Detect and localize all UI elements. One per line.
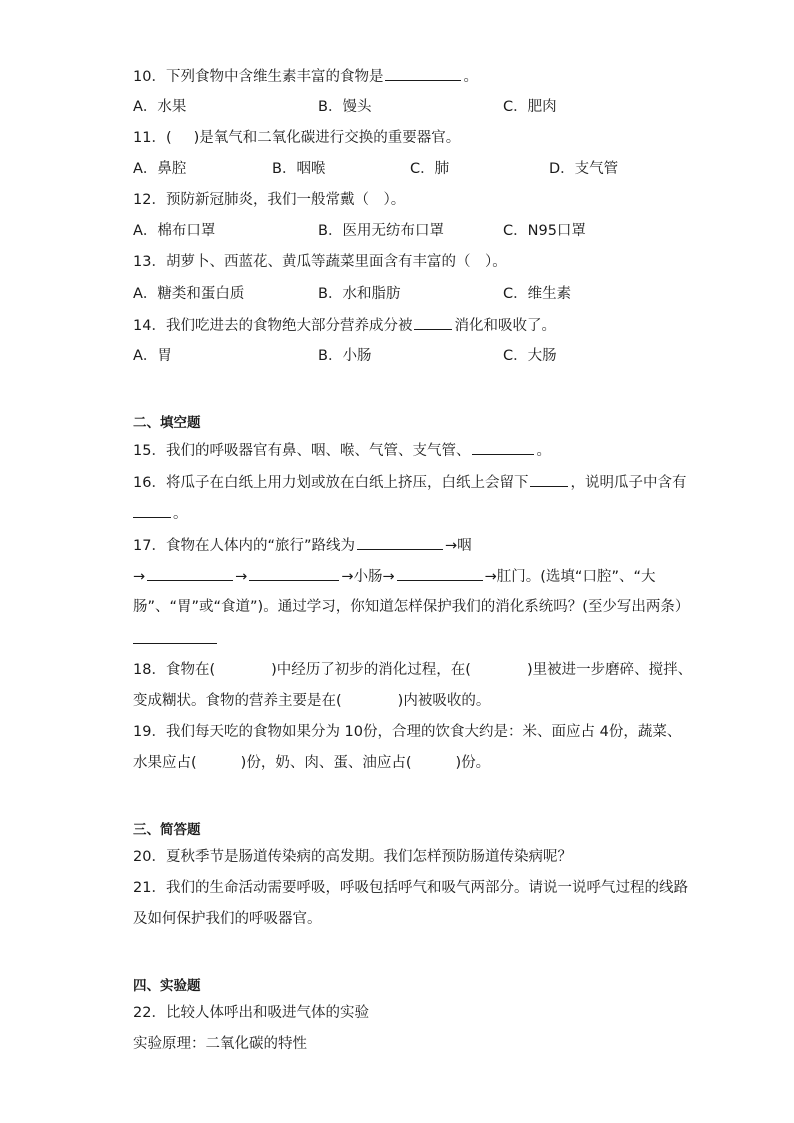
question-16	[133, 472, 686, 493]
question-11-stem-start: 11．(	[133, 130, 172, 146]
question-20: 20．夏秋季节是肠道传染病的高发期。我们怎样预防肠道传染病呢？	[133, 849, 572, 865]
option-12-c[interactable]: C．N95口罩	[503, 223, 586, 239]
question-15-stem: 15．我们的呼吸器官有鼻、咽、喉、气管、支气管、	[133, 443, 471, 459]
question-19-line-2	[133, 753, 490, 773]
option-13-a[interactable]: A．糖类和蛋白质	[133, 286, 245, 302]
question-15	[133, 440, 551, 461]
answer-blank[interactable]	[530, 472, 568, 487]
question-17-stem: 17．食物在人体内的“旅行”路线为	[133, 538, 355, 554]
question-18-line-2	[133, 691, 490, 711]
question-18-stem: 18．食物在(	[133, 662, 216, 678]
question-17-route	[133, 566, 655, 587]
option-14-a[interactable]: A．胃	[133, 348, 172, 364]
question-18	[133, 660, 692, 680]
arrow: →	[133, 569, 146, 585]
question-16-continued	[133, 503, 188, 524]
option-11-b[interactable]: B．咽喉	[272, 161, 326, 177]
question-17-pharynx: →咽	[444, 538, 472, 554]
question-11	[133, 128, 460, 148]
question-18-stem-end: )里被进一步磨碎、搅拌、	[526, 662, 693, 678]
question-22: 22．比较人体呼出和吸进气体的实验	[133, 1005, 369, 1021]
answer-blank[interactable]	[397, 566, 483, 581]
option-13-c[interactable]: C．维生素	[503, 286, 572, 302]
option-14-c[interactable]: C．大肠	[503, 348, 557, 364]
question-19: 19．我们每天吃的食物如果分为 10份，合理的饮食大约是：米、面应占 4份，蔬菜、	[133, 724, 682, 740]
experiment-principle: 实验原理：二氧化碳的特性	[133, 1036, 307, 1052]
question-11-stem-end: )是氧气和二氧化碳进行交换的重要器官。	[193, 130, 461, 146]
option-13-b[interactable]: B．水和脂肪	[318, 286, 401, 302]
question-16-stem: 16．将瓜子在白纸上用力划或放在白纸上挤压，白纸上会留下	[133, 475, 529, 491]
question-12: 12．预防新冠肺炎，我们一般常戴（ ）。	[133, 192, 406, 208]
section-heading-experiment: 四、实验题	[133, 978, 201, 994]
question-17-answer-line	[133, 629, 219, 650]
question-18-line-2-start: 变成糊状。食物的营养主要是在(	[133, 693, 342, 709]
question-18-line-2-end: )内被吸收的。	[397, 693, 491, 709]
answer-blank[interactable]	[249, 566, 339, 581]
question-19-line-2-start: 水果应占(	[133, 755, 197, 771]
arrow: →	[235, 569, 248, 585]
option-11-c[interactable]: C．肺	[410, 161, 450, 177]
answer-blank[interactable]	[147, 566, 233, 581]
question-10-stem: 10．下列食物中含维生素丰富的食物是	[133, 69, 384, 85]
answer-blank[interactable]	[472, 440, 534, 455]
option-14-b[interactable]: B．小肠	[318, 348, 372, 364]
question-19-line-2-mid: )份，奶、肉、蛋、油应占(	[240, 755, 412, 771]
question-10-end: 。	[463, 69, 478, 85]
question-18-stem-mid: )中经历了初步的消化过程，在(	[271, 662, 471, 678]
answer-blank[interactable]	[133, 629, 217, 644]
question-10	[133, 66, 478, 87]
question-16-stem-mid: ，说明瓜子中含有	[570, 475, 687, 491]
question-15-end: 。	[536, 443, 551, 459]
section-heading-short-answer: 三、简答题	[133, 822, 201, 838]
question-16-end: 。	[173, 506, 188, 522]
option-10-b[interactable]: B．馒头	[318, 99, 372, 115]
answer-blank[interactable]	[414, 315, 452, 330]
option-12-a[interactable]: A．棉布口罩	[133, 223, 216, 239]
small-intestine-label: →小肠→	[341, 569, 395, 585]
question-21: 21．我们的生命活动需要呼吸，呼吸包括呼气和吸气两部分。请说一说呼气过程的线路	[133, 880, 688, 896]
question-19-line-2-end: )份。	[455, 755, 491, 771]
question-14-stem-start: 14．我们吃进去的食物绝大部分营养成分被	[133, 318, 413, 334]
question-13: 13．胡萝卜、西蓝花、黄瓜等蔬菜里面含有丰富的（ ）。	[133, 254, 507, 270]
question-14-stem-end: 消化和吸收了。	[454, 318, 556, 334]
option-11-a[interactable]: A．鼻腔	[133, 161, 187, 177]
answer-blank[interactable]	[133, 503, 171, 518]
option-11-d[interactable]: D．支气管	[549, 161, 619, 177]
question-17	[133, 535, 472, 556]
section-heading-fill-in: 二、填空题	[133, 415, 201, 431]
option-10-a[interactable]: A．水果	[133, 99, 187, 115]
question-17-route-end: →肛门。(选填“口腔”、“大	[484, 569, 656, 585]
answer-blank[interactable]	[357, 535, 443, 550]
answer-blank[interactable]	[385, 66, 461, 81]
question-17-line-3: 肠”、“胃”或“食道”)。通过学习，你知道怎样保护我们的消化系统吗？(至少写出两条）	[133, 599, 690, 615]
question-14	[133, 315, 556, 336]
option-12-b[interactable]: B．医用无纺布口罩	[318, 223, 444, 239]
question-21-line-2: 及如何保护我们的呼吸器官。	[133, 911, 322, 927]
option-10-c[interactable]: C．肥肉	[503, 99, 557, 115]
